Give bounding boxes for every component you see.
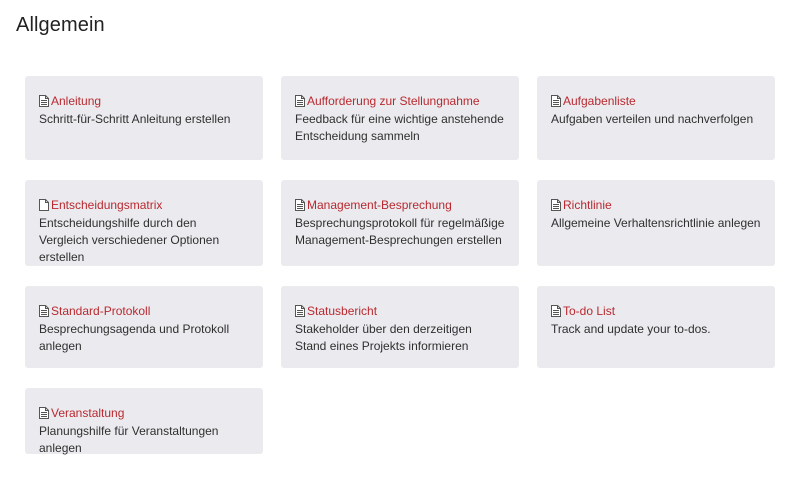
document-text-icon bbox=[39, 407, 49, 419]
document-text-icon bbox=[295, 305, 305, 317]
template-description: Besprechungsagenda und Protokoll anlegen bbox=[39, 322, 230, 353]
template-grid bbox=[25, 76, 776, 454]
card-header bbox=[295, 93, 505, 109]
template-card-aufgabenliste[interactable] bbox=[537, 76, 775, 160]
card-header bbox=[551, 93, 761, 109]
template-description: Schritt-für-Schritt Anleitung erstellen bbox=[39, 112, 231, 126]
card-header bbox=[551, 197, 761, 213]
card-header bbox=[295, 197, 505, 213]
template-card-management-besprechung[interactable] bbox=[281, 180, 519, 266]
template-link-veranstaltung[interactable]: Veranstaltung bbox=[51, 406, 125, 420]
template-description: Track and update your to-dos. bbox=[551, 322, 711, 336]
template-link-statusbericht[interactable]: Statusbericht bbox=[307, 304, 378, 318]
template-link-standard-protokoll[interactable]: Standard-Protokoll bbox=[51, 304, 151, 318]
document-text-icon bbox=[39, 305, 49, 317]
document-text-icon bbox=[551, 199, 561, 211]
template-link-aufforderung-zur-stellungnahme[interactable]: Aufforderung zur Stellungnahme bbox=[307, 94, 480, 108]
template-link-to-do-list[interactable]: To-do List bbox=[563, 304, 616, 318]
document-text-icon bbox=[295, 199, 305, 211]
template-card-aufforderung-zur-stellungnahme[interactable] bbox=[281, 76, 519, 160]
template-card-richtlinie[interactable] bbox=[537, 180, 775, 266]
document-text-icon bbox=[39, 95, 49, 107]
template-description: Entscheidungshilfe durch den Vergleich verschiedener Optionen erstellen bbox=[39, 216, 220, 264]
template-description: Aufgaben verteilen und nachverfolgen bbox=[551, 112, 754, 126]
template-link-anleitung[interactable]: Anleitung bbox=[51, 94, 102, 108]
document-blank-icon bbox=[39, 199, 49, 211]
template-description: Stakeholder über den derzeitigen Stand eines Projekts informieren bbox=[295, 322, 472, 353]
card-header bbox=[295, 303, 505, 319]
template-description: Feedback für eine wichtige anstehende Entscheidung sammeln bbox=[295, 112, 504, 143]
card-header bbox=[551, 303, 761, 319]
template-link-management-besprechung[interactable]: Management-Besprechung bbox=[307, 198, 452, 212]
template-card-standard-protokoll[interactable] bbox=[25, 286, 263, 368]
document-text-icon bbox=[295, 95, 305, 107]
template-card-entscheidungsmatrix[interactable] bbox=[25, 180, 263, 266]
card-header bbox=[39, 197, 249, 213]
card-header bbox=[39, 405, 249, 421]
template-link-aufgabenliste[interactable]: Aufgabenliste bbox=[563, 94, 636, 108]
template-description: Allgemeine Verhaltensrichtlinie anlegen bbox=[551, 216, 761, 230]
template-card-anleitung[interactable] bbox=[25, 76, 263, 160]
page-title: Allgemein bbox=[16, 14, 105, 36]
template-card-statusbericht[interactable] bbox=[281, 286, 519, 368]
template-link-richtlinie[interactable]: Richtlinie bbox=[563, 198, 612, 212]
template-link-entscheidungsmatrix[interactable]: Entscheidungsmatrix bbox=[51, 198, 163, 212]
template-description: Besprechungsprotokoll für regelmäßige Management-Besprechungen erstellen bbox=[295, 216, 505, 247]
card-header bbox=[39, 93, 249, 109]
template-card-veranstaltung[interactable] bbox=[25, 388, 263, 454]
document-text-icon bbox=[551, 95, 561, 107]
template-description: Planungshilfe für Veranstaltungen anlegen bbox=[39, 424, 219, 455]
document-text-icon bbox=[551, 305, 561, 317]
card-header bbox=[39, 303, 249, 319]
template-card-to-do-list[interactable] bbox=[537, 286, 775, 368]
